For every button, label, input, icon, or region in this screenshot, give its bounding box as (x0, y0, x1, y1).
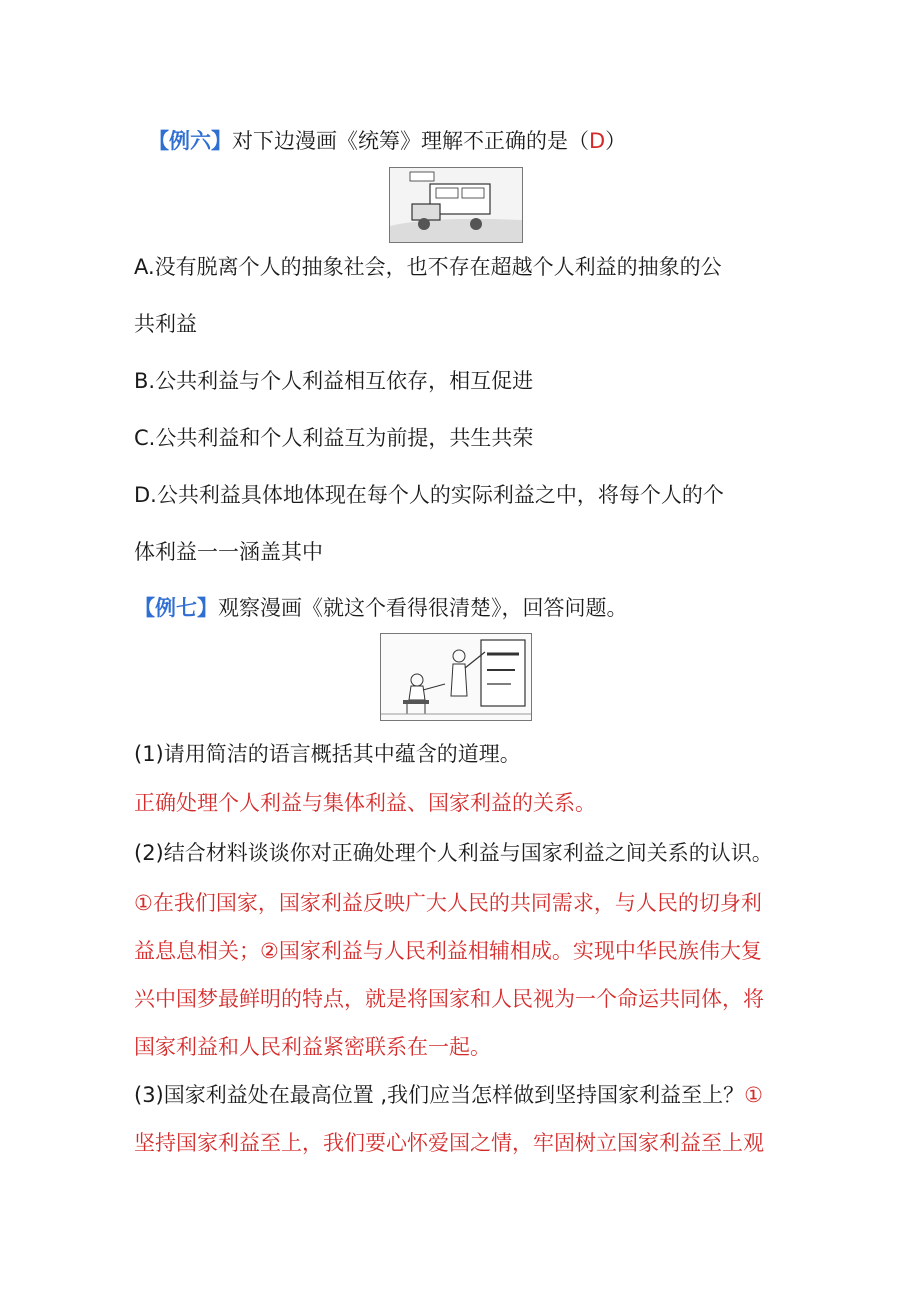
option-a-line1: A.没有脱离个人的抽象社会，也不存在超越个人利益的抽象的公 (134, 255, 722, 279)
example7-tag: 【例七】 (134, 596, 218, 620)
answer-3-start: ① (744, 1083, 763, 1107)
example6-question-text: 对下边漫画《统筹》理解不正确的是（ (232, 129, 589, 153)
option-d-line2: 体利益一一涵盖其中 (134, 540, 323, 564)
example6-question: 【例六】对下边漫画《统筹》理解不正确的是（D） (148, 129, 627, 153)
answer-2-line4: 国家利益和人民利益紧密联系在一起。 (134, 1035, 491, 1059)
option-b: B.公共利益与个人利益相互依存，相互促进 (134, 369, 534, 393)
option-a-line2: 共利益 (134, 312, 197, 336)
answer-2-line3: 兴中国梦最鲜明的特点，就是将国家和人民视为一个命运共同体，将 (134, 987, 764, 1011)
answer-3-line2: 坚持国家利益至上，我们要心怀爱国之情，牢固树立国家利益至上观 (134, 1131, 764, 1155)
question-1: (1)请用简洁的语言概括其中蕴含的道理。 (134, 742, 521, 766)
example6-tag: 【例六】 (148, 129, 232, 153)
answer-2-line1: ①在我们国家，国家利益反映广大人民的共同需求，与人民的切身利 (134, 891, 762, 915)
question-3: (3)国家利益处在最高位置 ,我们应当怎样做到坚持国家利益至上？① (134, 1083, 763, 1107)
answer-2-line2: 益息息相关；②国家利益与人民利益相辅相成。实现中华民族伟大复 (134, 939, 762, 963)
example7-intro: 【例七】观察漫画《就这个看得很清楚》，回答问题。 (134, 596, 628, 620)
option-c: C.公共利益和个人利益互为前提，共生共荣 (134, 426, 534, 450)
comic-tongchou-image (389, 167, 523, 243)
answer-1: 正确处理个人利益与集体利益、国家利益的关系。 (134, 791, 596, 815)
question-2: (2)结合材料谈谈你对正确处理个人利益与国家利益之间关系的认识。 (134, 841, 773, 865)
option-d-line1: D.公共利益具体地体现在每个人的实际利益之中，将每个人的个 (134, 483, 724, 507)
comic-kan-de-qingchu-image (380, 633, 532, 721)
example6-answer: D (589, 129, 606, 153)
